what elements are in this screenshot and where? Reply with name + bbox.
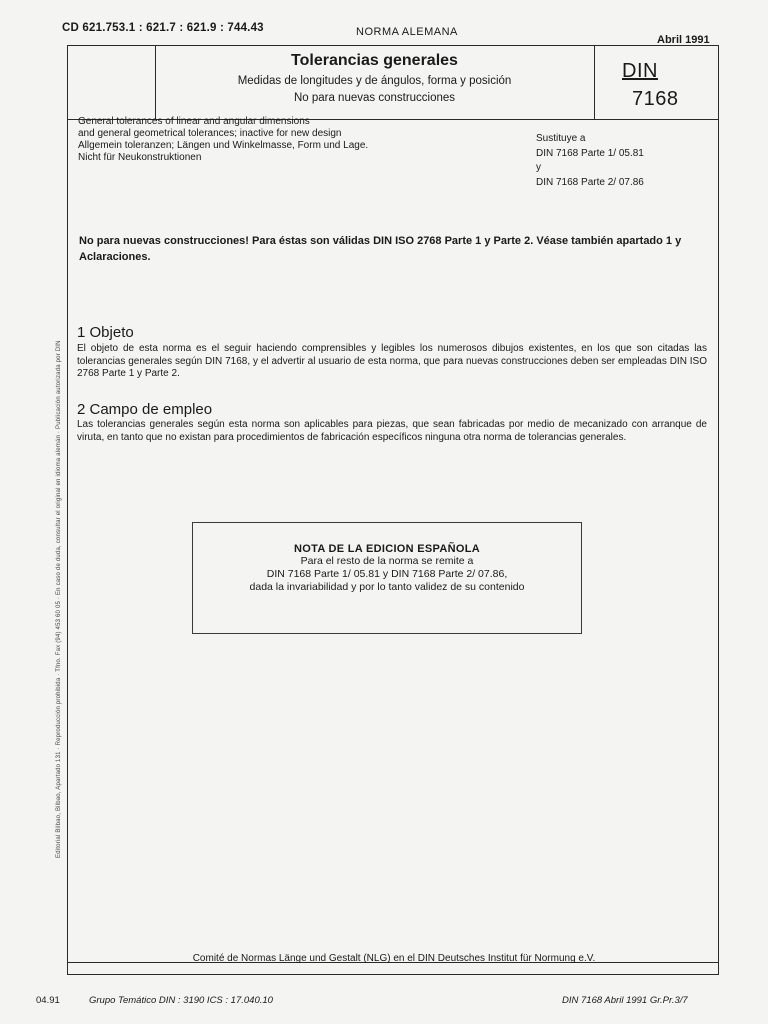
- norma-label: NORMA ALEMANA: [356, 26, 458, 38]
- title-translations: [78, 116, 368, 164]
- section-heading-campo: 2 Campo de empleo: [77, 401, 213, 418]
- footer-edition: 04.91: [36, 995, 60, 1006]
- section-heading-objeto: 1 Objeto: [77, 324, 134, 341]
- committee-line: Comité de Normas Länge und Gestalt (NLG) en el DIN Deutsches Institut für Normung e.V.: [192, 953, 596, 964]
- din-label: DIN: [622, 60, 658, 82]
- translation-line: and general geometrical tolerances; inactive for new design: [78, 128, 342, 139]
- translation-line: Allgemein toleranzen; Längen und Winkelmasse, Form und Lage.: [78, 140, 369, 151]
- din-number: 7168: [632, 88, 679, 110]
- replaces-line: DIN 7168 Parte 1/ 05.81: [536, 147, 644, 159]
- publication-date: Abril 1991: [657, 34, 710, 46]
- translation-line: Nicht für Neukonstruktionen: [78, 152, 202, 163]
- note-line: Para el resto de la norma se remite a: [300, 555, 474, 567]
- footer-reference: DIN 7168 Abril 1991 Gr.Pr.3/7: [562, 995, 688, 1006]
- cdu-classification: CD 621.753.1 : 621.7 : 621.9 : 744.43: [62, 22, 264, 34]
- replaces-block: [536, 132, 644, 190]
- note-line: DIN 7168 Parte 1/ 05.81 y DIN 7168 Parte 2/ 07.86,: [266, 568, 508, 580]
- section-text-objeto: El objeto de esta norma es el seguir haciendo comprensibles y legibles los numerosos dibujos existentes, en los que son citadas las tolerancias generales según DIN 7168, y el advertir al usuario de esta norma, que para nuevas construcciones deben ser empleadas DIN ISO 2768 Parte 1 y Parte 2.: [77, 343, 707, 379]
- new-design-warning: No para nuevas construcciones! Para éstas son válidas DIN ISO 2768 Parte 1 y Parte 2. Véase también apartado 1 y Aclaraciones.: [79, 235, 682, 263]
- footer-group: Grupo Temático DIN : 3190 ICS : 17.040.10: [89, 995, 273, 1006]
- translation-line: General tolerances of linear and angular dimensions: [78, 116, 310, 127]
- note-line: dada la invariabilidad y por lo tanto validez de su contenido: [249, 581, 525, 593]
- document-title: Tolerancias generales: [291, 52, 458, 69]
- document-subtitle-2: No para nuevas construcciones: [293, 92, 456, 104]
- spanish-edition-note: [192, 522, 582, 634]
- replaces-line: Sustituye a: [536, 133, 586, 144]
- header-right-divider: [594, 45, 595, 119]
- side-publisher-note: Editorial Bilbao, Bilbao, Apartado 131 · Reproducción prohibida · Tfno. Fax (94) 453 60 05 · En caso de duda, consultar el original en idioma alemán · Publicación autorizada por DIN: [56, 340, 62, 858]
- replaces-line: y: [536, 162, 541, 173]
- document-subtitle: Medidas de longitudes y de ángulos, forma y posición: [237, 75, 512, 87]
- section-text-campo: Las tolerancias generales según esta norma son aplicables para piezas, que sean fabricadas por medio de mecanizado con arranque de viruta, en tanto que no existan para procedimientos de fabricación específicos ninguna otra norma de tolerancias generales.: [77, 419, 707, 443]
- note-title: NOTA DE LA EDICION ESPAÑOLA: [294, 543, 480, 555]
- replaces-line: DIN 7168 Parte 2/ 07.86: [536, 176, 644, 188]
